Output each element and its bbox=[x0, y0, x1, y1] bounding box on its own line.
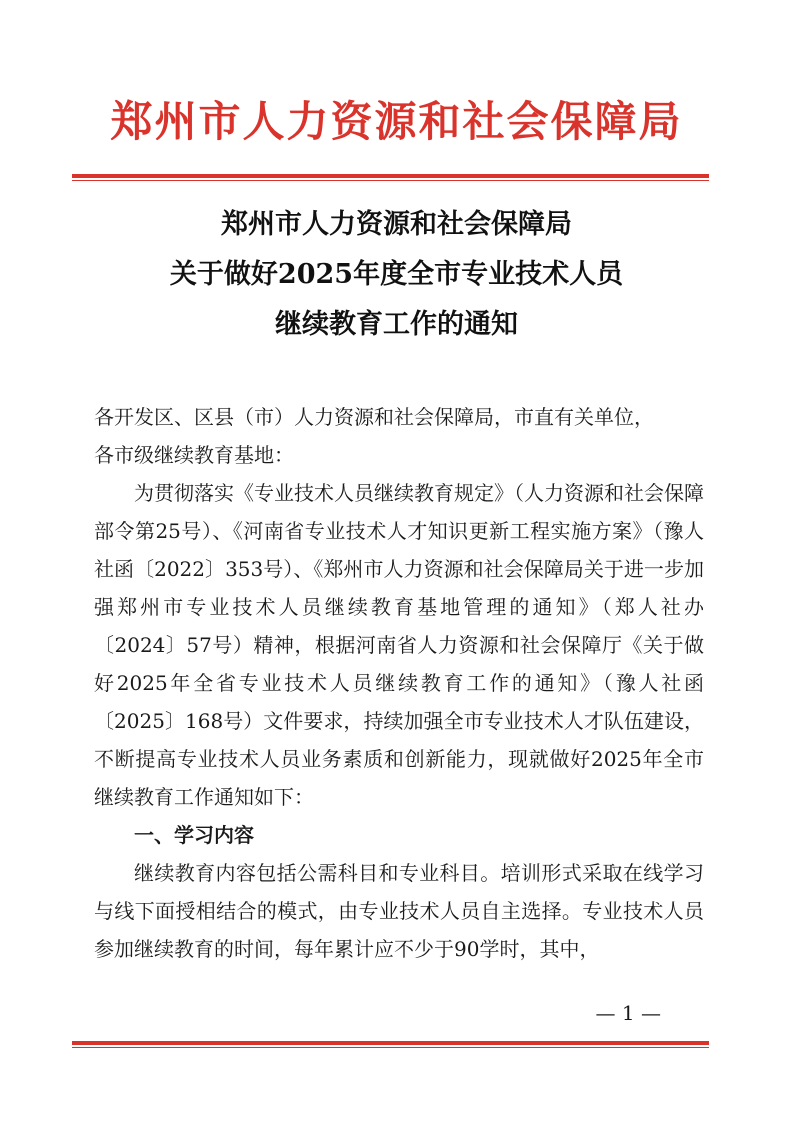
body-paragraph-1: 为贯彻落实《专业技术人员继续教育规定》（人力资源和社会保障部令第25号）、《河南省专业技术人才知识更新工程实施方案》（豫人社函〔2022〕353号）、《郑州市人力资源和社会保障局关于进一步加强郑州市专业技术人员继续教育基地管理的通知》（郑人社办〔2024〕57号）精神，根据河南省人力资源和社会保障厅《关于做好2025年全省专业技术人员继续教育工作的通知》（豫人社函〔2025〕168号）文件要求，持续加强全市专业技术人才队伍建设，不断提高专业技术人员业务素质和创新能力，现就做好2025年全市继续教育工作通知如下： bbox=[94, 481, 704, 809]
addressee-line-1: 各开发区、区县（市）人力资源和社会保障局，市直有关单位， bbox=[94, 405, 654, 429]
title-line-1: 郑州市人力资源和社会保障局 bbox=[221, 209, 572, 240]
document-body bbox=[94, 398, 704, 968]
page-number: — 1 — bbox=[595, 1001, 661, 1025]
title-line-2: 关于做好2025年度全市专业技术人员 bbox=[169, 259, 624, 290]
addressee-line-2: 各市级继续教育基地： bbox=[94, 443, 294, 467]
title-line-3: 继续教育工作的通知 bbox=[275, 309, 518, 340]
footer-red-rule bbox=[72, 1041, 709, 1048]
masthead-red-rule bbox=[72, 174, 709, 181]
section-heading-1: 一、学习内容 bbox=[134, 823, 254, 847]
body-paragraph-2: 继续教育内容包括公需科目和专业科目。培训形式采取在线学习与线下面授相结合的模式，由专业技术人员自主选择。专业技术人员参加继续教育的时间，每年累计应不少于90学时，其中， bbox=[94, 861, 704, 961]
masthead-org-name: 郑州市人力资源和社会保障局 bbox=[110, 97, 683, 146]
document-title bbox=[0, 200, 793, 350]
